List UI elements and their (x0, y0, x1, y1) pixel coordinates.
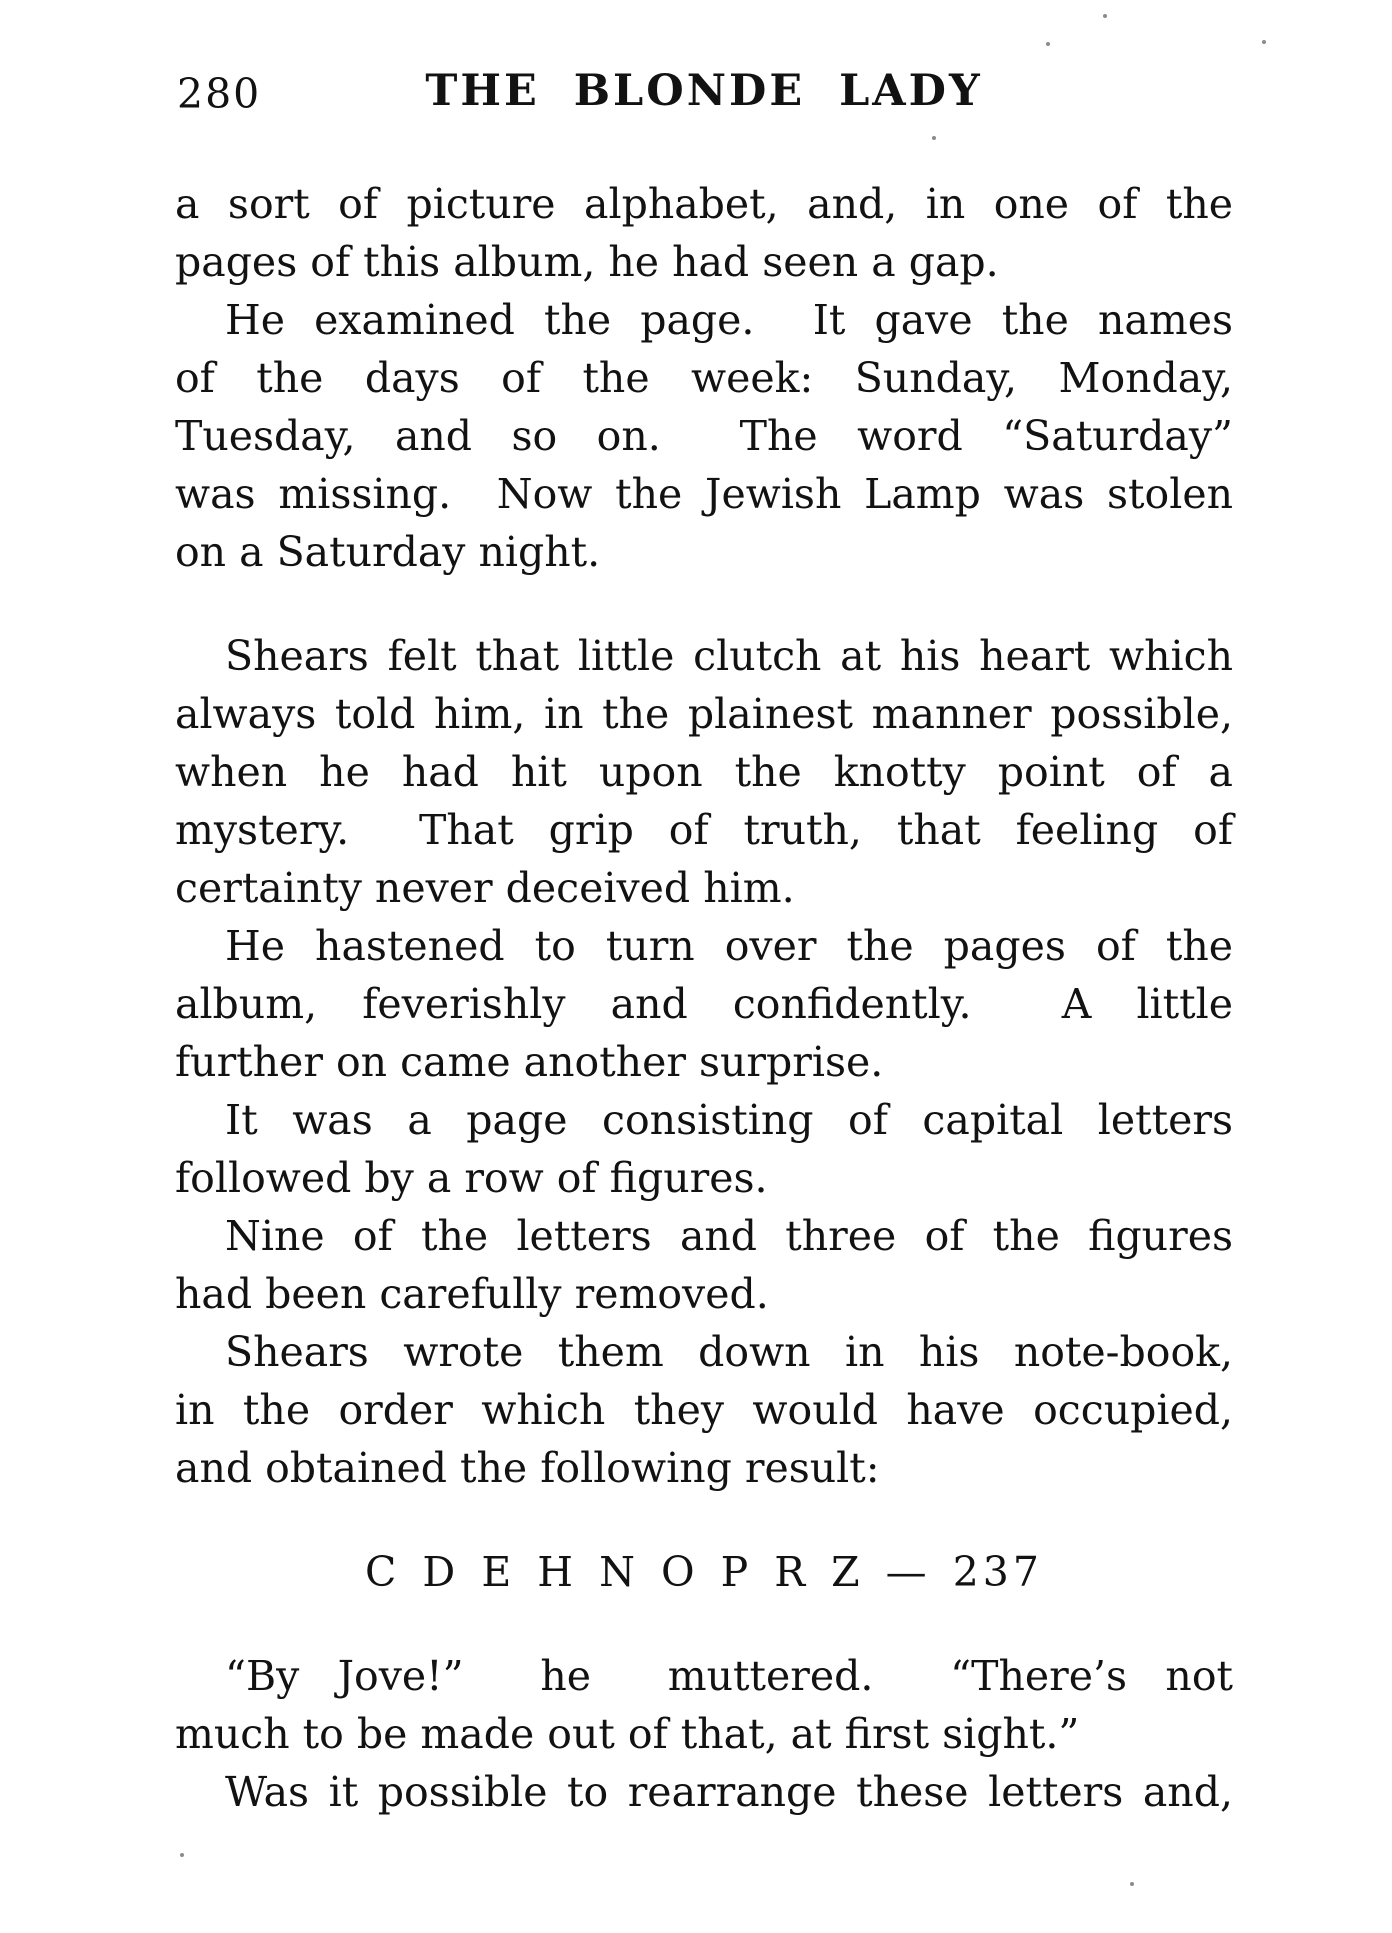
text-line: of the days of the week: Sunday, Monday, (175, 354, 1233, 402)
paragraph (175, 291, 1233, 581)
text-line: a sort of picture alphabet, and, in one of the (175, 180, 1233, 228)
text-line: Tuesday, and so on. The word “Saturday” (175, 412, 1233, 460)
paragraph (175, 917, 1233, 1091)
scan-speck (1130, 1882, 1134, 1886)
text-line: was missing. Now the Jewish Lamp was stolen (175, 470, 1233, 518)
text-line: in the order which they would have occupied, (175, 1386, 1233, 1434)
text-line: It was a page consisting of capital letters (225, 1096, 1233, 1144)
scan-speck (180, 1853, 184, 1857)
running-title: THE BLONDE LADY (425, 66, 983, 116)
scan-speck (1046, 42, 1050, 46)
text-line: much to be made out of that, at first sight.” (175, 1710, 1080, 1758)
text-line: Was it possible to rearrange these letters and, (225, 1768, 1233, 1816)
text-line: He examined the page. It gave the names (225, 296, 1233, 344)
scan-speck (1103, 14, 1107, 18)
scan-speck (1262, 40, 1266, 44)
text-line: further on came another surprise. (175, 1038, 884, 1086)
text-line: mystery. That grip of truth, that feeling of (175, 806, 1233, 854)
text-line: when he had hit upon the knotty point of a (175, 748, 1233, 796)
text-line: Nine of the letters and three of the figures (225, 1212, 1233, 1260)
paragraph (175, 1763, 1233, 1821)
page-body-text (175, 175, 1233, 1821)
text-line: “By Jove!” he muttered. “There’s not (225, 1652, 1233, 1700)
text-line: followed by a row of figures. (175, 1154, 768, 1202)
paragraph (175, 1091, 1233, 1207)
scan-speck (932, 136, 936, 140)
text-line: had been carefully removed. (175, 1270, 769, 1318)
paragraph (175, 1647, 1233, 1763)
page-number: 280 (177, 70, 262, 118)
text-line: Shears wrote them down in his note-book, (225, 1328, 1233, 1376)
cipher-letters-line: C D E H N O P R Z — 237 (365, 1548, 1043, 1596)
text-line: on a Saturday night. (175, 528, 601, 576)
paragraph (175, 1207, 1233, 1323)
text-line: always told him, in the plainest manner possible, (175, 690, 1233, 738)
text-line: pages of this album, he had seen a gap. (175, 238, 999, 286)
paragraph (175, 627, 1233, 917)
running-header (175, 66, 1233, 118)
text-line: Shears felt that little clutch at his heart which (225, 632, 1233, 680)
paragraph (175, 1323, 1233, 1497)
text-line: and obtained the following result: (175, 1444, 880, 1492)
paragraph (175, 175, 1233, 291)
text-line: certainty never deceived him. (175, 864, 795, 912)
text-line: He hastened to turn over the pages of the (225, 922, 1233, 970)
text-line: album, feverishly and confidently. A little (175, 980, 1233, 1028)
